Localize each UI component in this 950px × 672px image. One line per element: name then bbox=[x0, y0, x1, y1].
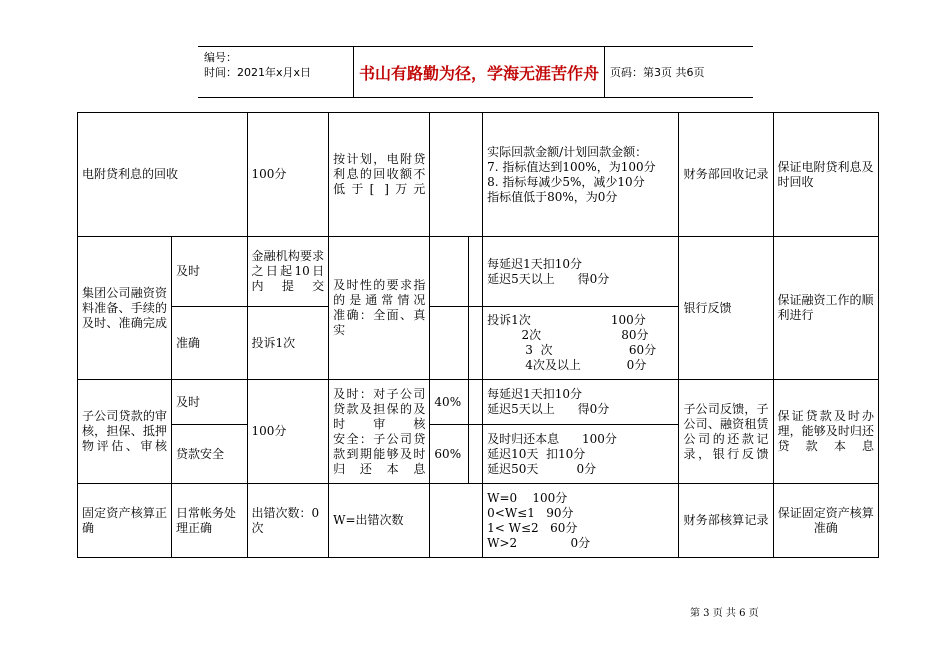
assessment-table bbox=[77, 112, 879, 558]
time-label: 时间：2021年x月x日 bbox=[204, 66, 312, 79]
blank-cell bbox=[468, 425, 482, 484]
scoring-cell bbox=[483, 113, 679, 237]
blank-cell bbox=[468, 380, 482, 425]
score-cell: 出错次数：0次 bbox=[247, 484, 329, 558]
sub-indicator-cell: 及时 bbox=[172, 380, 247, 425]
scoring-line: 指标值低于80%，为0分 bbox=[487, 189, 618, 204]
indicator-cell: 集团公司融资资料准备、手续的及时、准确完成 bbox=[78, 237, 172, 380]
scoring-line: 4次及以上 0分 bbox=[487, 358, 647, 372]
criteria-cell: W=出错次数 bbox=[329, 484, 430, 558]
indicator-cell: 电附贷利息的回收 bbox=[78, 113, 248, 237]
scoring-line: 延迟5天以上 得0分 bbox=[487, 402, 610, 416]
sub-indicator-cell: 准确 bbox=[172, 307, 247, 380]
scoring-line: 2次 80分 bbox=[487, 328, 649, 342]
weight-cell bbox=[430, 113, 483, 237]
scoring-line: 实际回款金额/计划回款金额： bbox=[487, 144, 648, 159]
purpose-cell: 保证贷款及时办理，能够及时归还贷款本息 bbox=[773, 380, 878, 484]
source-cell: 子公司反馈，子公司、融资租赁公司的还款记录，银行反馈 bbox=[679, 380, 773, 484]
sub-indicator-cell: 日常帐务处理正确 bbox=[172, 484, 247, 558]
weight-cell bbox=[430, 484, 483, 558]
scoring-line: 每延迟1天扣10分 bbox=[487, 387, 583, 401]
scoring-cell bbox=[483, 237, 679, 307]
source-cell: 银行反馈 bbox=[679, 237, 773, 380]
weight-cell bbox=[430, 307, 468, 380]
criteria-cell: 及时：对子公司贷款及担保的及时审核 安全：子公司贷款到期能够及时归还本息 bbox=[329, 380, 430, 484]
page-header bbox=[198, 46, 753, 98]
score-cell: 投诉1次 bbox=[247, 307, 329, 380]
scoring-line: 1< W≤2 60分 bbox=[487, 520, 578, 535]
scoring-line: 投诉1次 100分 bbox=[487, 313, 646, 327]
scoring-cell bbox=[483, 484, 679, 558]
scoring-line: 0<W≤1 90分 bbox=[487, 505, 574, 520]
source-cell: 财务部回收记录 bbox=[679, 113, 773, 237]
table-row bbox=[78, 113, 879, 237]
weight-cell bbox=[430, 237, 468, 307]
number-label: 编号： bbox=[204, 51, 237, 64]
scoring-line: 及时归还本息 100分 bbox=[487, 431, 617, 446]
weight-cell: 60% bbox=[430, 425, 468, 484]
scoring-line: 3 次 60分 bbox=[487, 343, 657, 357]
blank-cell bbox=[468, 237, 482, 307]
weight-cell: 40% bbox=[430, 380, 468, 425]
scoring-line: W=0 100分 bbox=[487, 490, 568, 505]
scoring-line: 每延迟1天扣10分 bbox=[487, 256, 583, 271]
sub-indicator-cell: 贷款安全 bbox=[172, 425, 247, 484]
table-row bbox=[78, 237, 879, 307]
scoring-cell bbox=[483, 380, 679, 425]
scoring-line: 延迟5天以上 得0分 bbox=[487, 271, 610, 286]
sub-indicator-cell: 及时 bbox=[172, 237, 247, 307]
score-cell: 金融机构要求之日起10日内提交 bbox=[247, 237, 329, 307]
indicator-cell: 固定资产核算正确 bbox=[78, 484, 172, 558]
page-footer: 第 3 页 共 6 页 bbox=[690, 608, 759, 619]
purpose-cell: 保证固定资产核算准确 bbox=[773, 484, 878, 558]
table-row bbox=[78, 484, 879, 558]
scoring-cell bbox=[483, 425, 679, 484]
indicator-cell: 子公司贷款的审核，担保、抵押物评估、审核 bbox=[78, 380, 172, 484]
scoring-cell bbox=[483, 307, 679, 380]
blank-cell bbox=[468, 307, 482, 380]
scoring-line: 8. 指标每减少5%，减少10分 bbox=[487, 174, 645, 189]
scoring-line: 延迟10天 扣10分 bbox=[487, 446, 586, 461]
criteria-cell: 按计划，电附贷利息的回收额不低于[ ]万元 bbox=[329, 113, 430, 237]
scoring-line: 延迟50天 0分 bbox=[487, 461, 597, 476]
header-motto: 书山有路勤为径，学海无涯苦作舟 bbox=[353, 47, 605, 97]
page-label: 页码：第3页 共6页 bbox=[610, 66, 705, 79]
scoring-line: W>2 0分 bbox=[487, 535, 591, 550]
score-cell: 100分 bbox=[247, 380, 329, 484]
source-cell: 财务部核算记录 bbox=[679, 484, 773, 558]
purpose-cell: 保证融资工作的顺利进行 bbox=[773, 237, 878, 380]
header-meta bbox=[204, 50, 354, 80]
scoring-line: 7. 指标值达到100%，为100分 bbox=[487, 159, 656, 174]
score-cell: 100分 bbox=[247, 113, 329, 237]
criteria-cell: 及时性的要求指的是通常情况 准确：全面、真实 bbox=[329, 237, 430, 380]
table-row bbox=[78, 380, 879, 425]
purpose-cell: 保证电附贷利息及时回收 bbox=[773, 113, 878, 237]
